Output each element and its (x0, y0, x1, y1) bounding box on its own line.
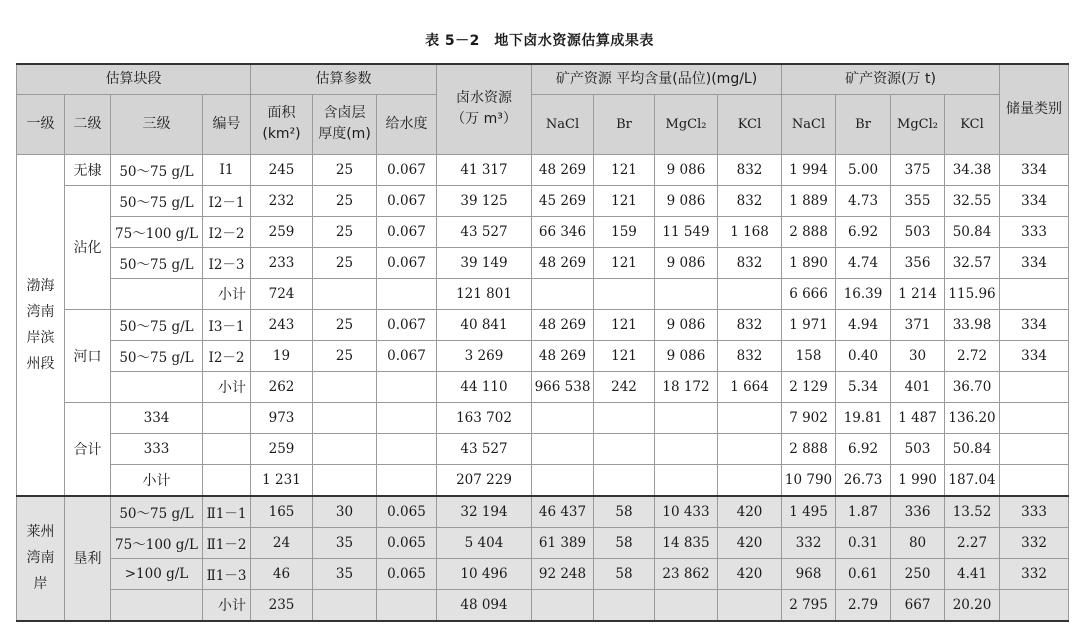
table-row (17, 433, 1069, 464)
cell-brine: 43 527 (437, 216, 532, 247)
cell-nacl-content (532, 278, 594, 309)
cell-level3 (111, 278, 203, 309)
cell-thickness (313, 464, 377, 496)
cell-water-yield: 0.067 (377, 154, 437, 185)
cell-mgcl2-resource: 401 (891, 371, 945, 402)
cell-reserve-type: 332 (1000, 558, 1069, 589)
cell-kcl-resource: 115.96 (945, 278, 1000, 309)
cell-kcl-content: 420 (718, 558, 782, 589)
header-area (251, 94, 313, 154)
cell-br-resource: 0.31 (836, 527, 891, 558)
header-br-content: Br (594, 94, 655, 154)
subregion-hekou: 河口 (65, 309, 111, 402)
cell-kcl-content: 420 (718, 496, 782, 528)
cell-nacl-content: 48 269 (532, 340, 594, 371)
cell-thickness: 30 (313, 496, 377, 528)
cell-brine: 10 496 (437, 558, 532, 589)
header-brine-resource-line2: （万 m³） (451, 111, 517, 128)
cell-kcl-content: 420 (718, 527, 782, 558)
header-thickness-line1: 含卤层 (323, 105, 366, 121)
header-water-yield: 给水度 (377, 94, 437, 154)
cell-thickness: 25 (313, 154, 377, 185)
cell-level3: 50～75 g/L (111, 309, 203, 340)
cell-level3: 50～75 g/L (111, 154, 203, 185)
cell-reserve-type: 333 (1000, 216, 1069, 247)
cell-brine: 121 801 (437, 278, 532, 309)
cell-nacl-resource: 2 888 (782, 433, 836, 464)
header-mgcl2-content: MgCl₂ (655, 94, 718, 154)
cell-thickness: 25 (313, 185, 377, 216)
cell-code: 小计 (203, 371, 251, 402)
table-row (17, 527, 1069, 558)
cell-kcl-resource: 136.20 (945, 402, 1000, 433)
cell-thickness: 25 (313, 309, 377, 340)
cell-level3 (111, 589, 203, 621)
header-area-line2: (km²) (262, 126, 301, 142)
cell-kcl-resource: 2.27 (945, 527, 1000, 558)
cell-mgcl2-resource: 250 (891, 558, 945, 589)
cell-water-yield: 0.067 (377, 216, 437, 247)
header-kcl-content: KCl (718, 94, 782, 154)
cell-br-resource: 6.92 (836, 216, 891, 247)
cell-water-yield: 0.065 (377, 527, 437, 558)
cell-nacl-content (532, 433, 594, 464)
table-body (17, 154, 1069, 621)
cell-area: 245 (251, 154, 313, 185)
cell-kcl-content: 1 168 (718, 216, 782, 247)
cell-kcl-resource: 2.72 (945, 340, 1000, 371)
cell-mgcl2-resource: 30 (891, 340, 945, 371)
cell-nacl-resource: 1 889 (782, 185, 836, 216)
cell-nacl-resource: 332 (782, 527, 836, 558)
cell-code (203, 433, 251, 464)
table-row (17, 402, 1069, 433)
cell-area: 232 (251, 185, 313, 216)
cell-area: 262 (251, 371, 313, 402)
cell-reserve-type (1000, 464, 1069, 496)
cell-nacl-content (532, 402, 594, 433)
resource-table (16, 63, 1069, 622)
cell-nacl-resource: 10 790 (782, 464, 836, 496)
cell-mgcl2-content: 9 086 (655, 185, 718, 216)
cell-thickness (313, 278, 377, 309)
cell-water-yield (377, 402, 437, 433)
cell-nacl-content: 48 269 (532, 309, 594, 340)
cell-nacl-resource: 7 902 (782, 402, 836, 433)
cell-water-yield: 0.067 (377, 247, 437, 278)
cell-mgcl2-content: 14 835 (655, 527, 718, 558)
cell-mgcl2-content (655, 402, 718, 433)
cell-water-yield (377, 278, 437, 309)
cell-mgcl2-content (655, 433, 718, 464)
cell-kcl-content: 832 (718, 340, 782, 371)
cell-brine: 39 149 (437, 247, 532, 278)
table-title: 表 5－2 地下卤水资源估算成果表 (425, 33, 654, 49)
cell-code: Ⅱ1－2 (203, 527, 251, 558)
cell-level3: 333 (111, 433, 203, 464)
cell-br-content (594, 402, 655, 433)
table-row (17, 247, 1069, 278)
cell-area: 165 (251, 496, 313, 528)
cell-brine: 32 194 (437, 496, 532, 528)
cell-nacl-resource: 1 971 (782, 309, 836, 340)
cell-water-yield (377, 371, 437, 402)
cell-br-content: 58 (594, 558, 655, 589)
cell-kcl-content: 832 (718, 309, 782, 340)
cell-br-content: 58 (594, 496, 655, 528)
cell-nacl-content (532, 589, 594, 621)
cell-nacl-resource: 2 129 (782, 371, 836, 402)
cell-br-resource: 2.79 (836, 589, 891, 621)
cell-reserve-type (1000, 589, 1069, 621)
cell-br-content: 159 (594, 216, 655, 247)
cell-mgcl2-content (655, 464, 718, 496)
cell-reserve-type: 334 (1000, 247, 1069, 278)
region-laizhou: 莱州湾南岸 (17, 496, 65, 621)
cell-brine: 43 527 (437, 433, 532, 464)
cell-nacl-content: 66 346 (532, 216, 594, 247)
cell-kcl-resource: 34.38 (945, 154, 1000, 185)
table-row (17, 278, 1069, 309)
cell-mgcl2-content: 10 433 (655, 496, 718, 528)
cell-br-content (594, 433, 655, 464)
cell-br-content: 121 (594, 247, 655, 278)
cell-reserve-type (1000, 433, 1069, 464)
cell-brine: 44 110 (437, 371, 532, 402)
cell-kcl-content (718, 464, 782, 496)
cell-code: Ⅱ1－3 (203, 558, 251, 589)
cell-brine: 39 125 (437, 185, 532, 216)
cell-area: 46 (251, 558, 313, 589)
table-row (17, 589, 1069, 621)
cell-area: 973 (251, 402, 313, 433)
cell-area: 233 (251, 247, 313, 278)
cell-nacl-resource: 2 888 (782, 216, 836, 247)
header-level2: 二级 (65, 94, 111, 154)
cell-mgcl2-resource: 1 990 (891, 464, 945, 496)
cell-code: Ⅰ3－1 (203, 309, 251, 340)
header-mgcl2-resource: MgCl₂ (891, 94, 945, 154)
table-row (17, 216, 1069, 247)
cell-level3: >100 g/L (111, 558, 203, 589)
cell-water-yield (377, 464, 437, 496)
cell-code: Ⅰ2－1 (203, 185, 251, 216)
cell-br-content (594, 464, 655, 496)
cell-nacl-resource: 6 666 (782, 278, 836, 309)
cell-br-content (594, 589, 655, 621)
cell-reserve-type: 334 (1000, 154, 1069, 185)
cell-area: 24 (251, 527, 313, 558)
cell-nacl-content: 45 269 (532, 185, 594, 216)
cell-level3: 小计 (111, 464, 203, 496)
cell-nacl-resource: 1 495 (782, 496, 836, 528)
cell-br-content: 58 (594, 527, 655, 558)
cell-kcl-content: 832 (718, 185, 782, 216)
cell-br-resource: 4.94 (836, 309, 891, 340)
header-brine-resource-line1: 卤水资源 (456, 90, 512, 107)
cell-reserve-type (1000, 278, 1069, 309)
cell-reserve-type: 334 (1000, 340, 1069, 371)
cell-code: Ⅰ2－3 (203, 247, 251, 278)
cell-level3: 75～100 g/L (111, 216, 203, 247)
cell-br-resource: 16.39 (836, 278, 891, 309)
cell-area: 724 (251, 278, 313, 309)
cell-nacl-resource: 1 890 (782, 247, 836, 278)
cell-water-yield (377, 589, 437, 621)
header-resource-group: 矿产资源(万 t) (782, 64, 1000, 94)
cell-kcl-resource: 50.84 (945, 216, 1000, 247)
header-area-line1: 面积 (267, 105, 296, 121)
cell-reserve-type (1000, 402, 1069, 433)
table-row (17, 371, 1069, 402)
cell-br-content: 121 (594, 340, 655, 371)
cell-mgcl2-content (655, 278, 718, 309)
cell-nacl-content: 46 437 (532, 496, 594, 528)
cell-br-resource: 1.87 (836, 496, 891, 528)
cell-br-content: 121 (594, 309, 655, 340)
cell-brine: 40 841 (437, 309, 532, 340)
cell-mgcl2-resource: 1 214 (891, 278, 945, 309)
cell-water-yield (377, 433, 437, 464)
cell-level3: 334 (111, 402, 203, 433)
cell-reserve-type: 332 (1000, 527, 1069, 558)
table-row (17, 185, 1069, 216)
cell-br-resource: 26.73 (836, 464, 891, 496)
cell-brine: 3 269 (437, 340, 532, 371)
cell-mgcl2-content: 9 086 (655, 340, 718, 371)
cell-mgcl2-content: 23 862 (655, 558, 718, 589)
cell-code: 小计 (203, 589, 251, 621)
cell-area: 1 231 (251, 464, 313, 496)
cell-br-resource: 5.34 (836, 371, 891, 402)
table-row (17, 340, 1069, 371)
cell-reserve-type (1000, 371, 1069, 402)
cell-mgcl2-content: 18 172 (655, 371, 718, 402)
cell-mgcl2-content: 9 086 (655, 154, 718, 185)
header-brine-resource (437, 64, 532, 154)
cell-code: Ⅱ1－1 (203, 496, 251, 528)
cell-area: 19 (251, 340, 313, 371)
cell-mgcl2-resource: 667 (891, 589, 945, 621)
table-row (17, 309, 1069, 340)
table-row (17, 558, 1069, 589)
cell-kcl-resource: 187.04 (945, 464, 1000, 496)
header-nacl-resource: NaCl (782, 94, 836, 154)
header-thickness (313, 94, 377, 154)
table-header (17, 64, 1069, 154)
subregion-zhanhua: 沾化 (65, 185, 111, 309)
cell-br-content (594, 278, 655, 309)
cell-brine: 48 094 (437, 589, 532, 621)
cell-brine: 5 404 (437, 527, 532, 558)
cell-nacl-content: 48 269 (532, 247, 594, 278)
cell-kcl-content: 1 664 (718, 371, 782, 402)
cell-thickness (313, 433, 377, 464)
cell-br-content: 242 (594, 371, 655, 402)
cell-mgcl2-resource: 355 (891, 185, 945, 216)
cell-kcl-resource: 32.57 (945, 247, 1000, 278)
cell-mgcl2-resource: 336 (891, 496, 945, 528)
cell-br-resource: 6.92 (836, 433, 891, 464)
cell-mgcl2-resource: 371 (891, 309, 945, 340)
cell-mgcl2-content: 11 549 (655, 216, 718, 247)
cell-kcl-resource: 32.55 (945, 185, 1000, 216)
cell-br-resource: 0.40 (836, 340, 891, 371)
cell-mgcl2-resource: 80 (891, 527, 945, 558)
cell-nacl-content: 48 269 (532, 154, 594, 185)
cell-area: 259 (251, 216, 313, 247)
cell-code (203, 464, 251, 496)
cell-kcl-content: 832 (718, 247, 782, 278)
cell-nacl-content: 61 389 (532, 527, 594, 558)
header-thickness-line2: 厚度(m) (318, 126, 371, 142)
cell-nacl-resource: 1 994 (782, 154, 836, 185)
cell-thickness: 35 (313, 558, 377, 589)
header-br-resource: Br (836, 94, 891, 154)
cell-thickness: 25 (313, 340, 377, 371)
header-level3: 三级 (111, 94, 203, 154)
cell-water-yield: 0.067 (377, 340, 437, 371)
subregion-wudi: 无棣 (65, 154, 111, 185)
cell-reserve-type: 334 (1000, 309, 1069, 340)
cell-kcl-resource: 50.84 (945, 433, 1000, 464)
cell-thickness (313, 371, 377, 402)
cell-thickness: 35 (313, 527, 377, 558)
cell-kcl-resource: 4.41 (945, 558, 1000, 589)
cell-water-yield: 0.065 (377, 496, 437, 528)
table-row (17, 464, 1069, 496)
cell-area: 235 (251, 589, 313, 621)
cell-br-content: 121 (594, 154, 655, 185)
subregion-heji: 合计 (65, 402, 111, 496)
header-code: 编号 (203, 94, 251, 154)
cell-water-yield: 0.067 (377, 185, 437, 216)
cell-mgcl2-resource: 356 (891, 247, 945, 278)
cell-area: 259 (251, 433, 313, 464)
cell-brine: 41 317 (437, 154, 532, 185)
cell-br-resource: 0.61 (836, 558, 891, 589)
header-kcl-resource: KCl (945, 94, 1000, 154)
cell-kcl-resource: 13.52 (945, 496, 1000, 528)
cell-nacl-content: 966 538 (532, 371, 594, 402)
header-nacl-content: NaCl (532, 94, 594, 154)
cell-nacl-content: 92 248 (532, 558, 594, 589)
cell-level3: 50～75 g/L (111, 185, 203, 216)
cell-kcl-content (718, 589, 782, 621)
cell-kcl-content (718, 433, 782, 464)
cell-level3: 75～100 g/L (111, 527, 203, 558)
cell-kcl-resource: 20.20 (945, 589, 1000, 621)
cell-mgcl2-resource: 503 (891, 433, 945, 464)
cell-brine: 163 702 (437, 402, 532, 433)
cell-mgcl2-content: 9 086 (655, 309, 718, 340)
cell-nacl-resource: 158 (782, 340, 836, 371)
cell-kcl-resource: 36.70 (945, 371, 1000, 402)
cell-water-yield: 0.065 (377, 558, 437, 589)
cell-kcl-content (718, 402, 782, 433)
cell-thickness (313, 589, 377, 621)
cell-level3 (111, 371, 203, 402)
header-param-group: 估算参数 (251, 64, 437, 94)
cell-br-resource: 4.73 (836, 185, 891, 216)
table-row (17, 154, 1069, 185)
cell-mgcl2-resource: 1 487 (891, 402, 945, 433)
cell-level3: 50～75 g/L (111, 340, 203, 371)
cell-mgcl2-content: 9 086 (655, 247, 718, 278)
cell-code (203, 402, 251, 433)
cell-mgcl2-content (655, 589, 718, 621)
table-row (17, 496, 1069, 528)
cell-nacl-resource: 2 795 (782, 589, 836, 621)
cell-kcl-resource: 33.98 (945, 309, 1000, 340)
cell-nacl-content (532, 464, 594, 496)
cell-brine: 207 229 (437, 464, 532, 496)
cell-code: 小计 (203, 278, 251, 309)
cell-thickness: 25 (313, 247, 377, 278)
cell-area: 243 (251, 309, 313, 340)
header-reserve-type: 储量类别 (1000, 64, 1069, 154)
cell-mgcl2-resource: 503 (891, 216, 945, 247)
region-bohai: 渤海湾南岸滨州段 (17, 154, 65, 496)
cell-kcl-content (718, 278, 782, 309)
cell-water-yield: 0.067 (377, 309, 437, 340)
cell-br-resource: 5.00 (836, 154, 891, 185)
cell-level3: 50～75 g/L (111, 496, 203, 528)
header-level1: 一级 (17, 94, 65, 154)
cell-nacl-resource: 968 (782, 558, 836, 589)
header-block-group: 估算块段 (17, 64, 251, 94)
cell-br-resource: 19.81 (836, 402, 891, 433)
cell-mgcl2-resource: 375 (891, 154, 945, 185)
cell-br-resource: 4.74 (836, 247, 891, 278)
subregion-kenli: 垦利 (65, 496, 111, 621)
cell-thickness (313, 402, 377, 433)
header-content-group: 矿产资源 平均含量(品位)(mg/L) (532, 64, 782, 94)
cell-kcl-content: 832 (718, 154, 782, 185)
cell-level3: 50～75 g/L (111, 247, 203, 278)
cell-reserve-type: 334 (1000, 185, 1069, 216)
cell-code: Ⅰ1 (203, 154, 251, 185)
cell-code: Ⅰ2－2 (203, 216, 251, 247)
cell-br-content: 121 (594, 185, 655, 216)
cell-code: Ⅰ2－2 (203, 340, 251, 371)
cell-thickness: 25 (313, 216, 377, 247)
cell-reserve-type: 333 (1000, 496, 1069, 528)
